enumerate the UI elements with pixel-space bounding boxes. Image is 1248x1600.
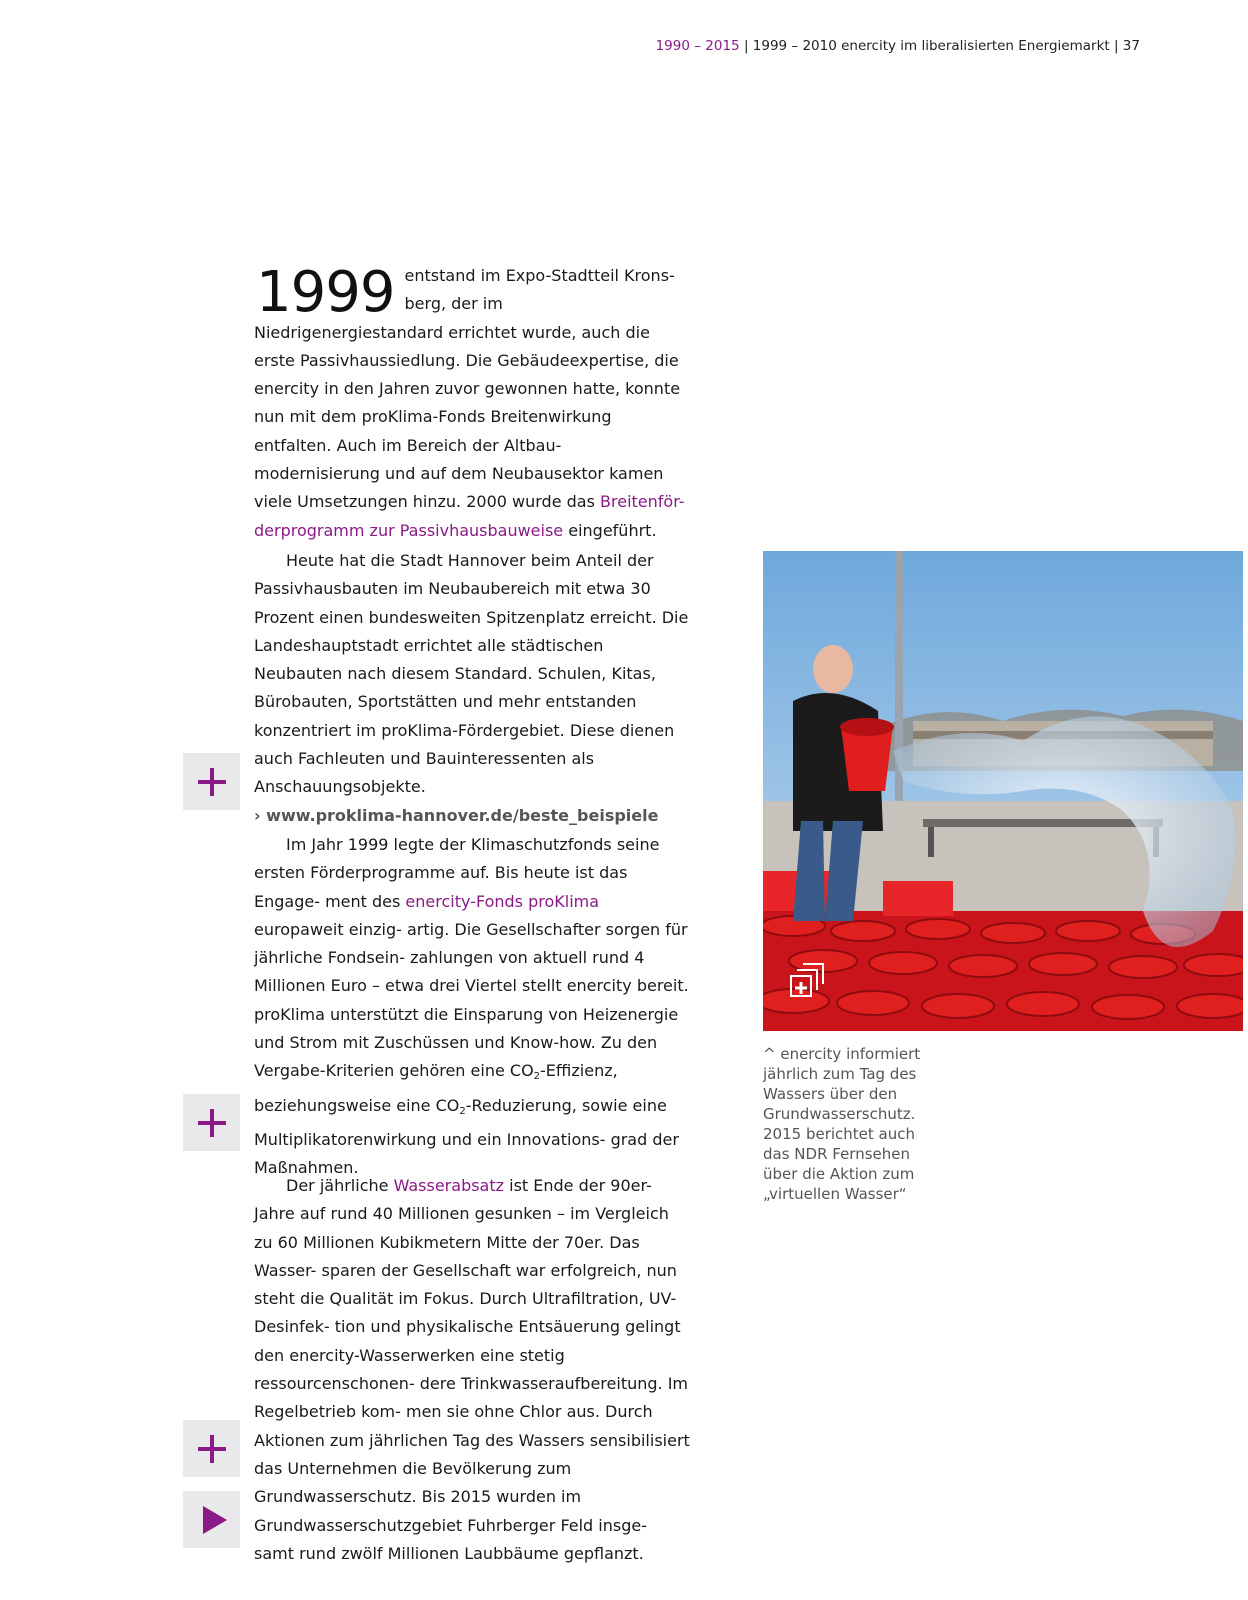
header-range: 1990 – 2015 bbox=[655, 38, 740, 54]
header-section: | 1999 – 2010 enercity im liberalisierten Energiemarkt | 37 bbox=[743, 38, 1140, 54]
paragraph-1 bbox=[254, 262, 692, 545]
plus-icon bbox=[198, 1109, 226, 1137]
para3-text-c: -Effizienz, beziehungsweise eine CO bbox=[254, 1061, 618, 1115]
paragraph-2 bbox=[254, 547, 692, 830]
para3-text-b: europaweit einzig- artig. Die Gesellschafter sorgen für jährliche Fondsein- zahlungen von aktuell rund 4 Millionen Euro – etwa drei Viertel stellt enercity bereit. proKlima unterstützt die Einsparung von Heizenergie und Strom mit Zuschüssen und Know-how. Zu den Vergabe-Kriterien gehören eine CO bbox=[254, 919, 689, 1081]
passivhaus-program-link[interactable]: Breitenför- derprogramm zur Passivhausbauweise bbox=[254, 492, 685, 540]
proklima-fonds-link[interactable]: enercity-Fonds proKlima bbox=[405, 891, 600, 911]
paragraph-4 bbox=[254, 1172, 692, 1568]
photo-caption: ^ enercity informiert jährlich zum Tag des Wassers über den Grundwasserschutz. 2015 berichtet auch das NDR Fernsehen über die Aktion zum „virtuellen Wasser“ bbox=[763, 1045, 921, 1203]
para3-text-d: -Reduzierung, sowie eine Multiplikatorenwirkung und ein Innovations- grad der Maßnahmen. bbox=[254, 1095, 679, 1178]
paragraph-3 bbox=[254, 831, 692, 1183]
subscript-2: 2 bbox=[533, 1071, 541, 1083]
play-video-button[interactable] bbox=[183, 1491, 240, 1548]
expand-button[interactable] bbox=[183, 1420, 240, 1477]
para4-text-b: ist Ende der 90er-Jahre auf rund 40 Millionen gesunken – im Vergleich zu 60 Millionen Kubikmetern Mitte der 70er. Das Wasser- sparen der Gesellschaft war erfolgreich, nun steht die Qualität im Fokus. Durch Ultrafiltration, UV-Desinfek- tion und physikalische Entsäuerung gelingt den enercity-Wasserwerken eine stetig ressourcenschonen- dere Trinkwasseraufbereitung. Im Regelbetrieb kom- men sie ohne Chlor aus. Durch Aktionen zum jährlichen Tag des Wassers sensibilisiert das Unternehmen die Bevölkerung zum Grundwasserschutz. Bis 2015 wurden im Grundwasserschutzgebiet Fuhrberger Feld insge- samt rund zwölf Millionen Laubbäume gepflanzt. bbox=[254, 1176, 690, 1563]
para1-text-a: entstand im Expo-Stadtteil Krons- berg, der im Niedrigenergiestandard errichtet wurde, auch die erste Passivhaussiedlung. Die Gebäudeexpertise, die enercity in den Jahren zuvor gewonnen hatte, konnte nun mit dem proKlima-Fonds Breitenwirkung entfalten. Auch im Bereich der Altbau- modernisierung und auf dem Neubausektor kamen viele Umsetzungen hinzu. 2000 wurde das bbox=[254, 266, 681, 512]
para2-text: Heute hat die Stadt Hannover beim Anteil der Passivhausbauten im Neubaubereich mit etwa 30 Prozent einen bundesweiten Spitzenplatz erreicht. Die Landeshauptstadt errichtet alle städtischen Neubauten nach diesem Standard. Schulen, Kitas, Bürobauten, Sportstätten und mehr entstanden konzentriert im proKlima-Fördergebiet. Diese dienen auch Fachleuten und Bauinteressenten als Anschauungsobjekte. bbox=[254, 551, 689, 797]
expand-button[interactable] bbox=[183, 753, 240, 810]
drop-cap-year: 1999 bbox=[256, 260, 395, 325]
expand-button[interactable] bbox=[183, 1094, 240, 1151]
plus-icon bbox=[198, 1435, 226, 1463]
para3-text-a: Im Jahr 1999 legte der Klimaschutzfonds seine ersten Förderprogramme auf. Bis heute ist das Engage- ment des bbox=[254, 835, 660, 911]
wasserabsatz-link[interactable]: Wasserabsatz bbox=[393, 1176, 505, 1195]
water-day-photo[interactable] bbox=[763, 551, 1243, 1031]
para4-text-a: Der jährliche bbox=[286, 1176, 394, 1195]
proklima-web-link[interactable]: › www.proklima-hannover.de/beste_beispiele bbox=[254, 805, 659, 825]
play-icon bbox=[203, 1506, 227, 1534]
subscript-2: 2 bbox=[459, 1105, 466, 1117]
para1-text-b: eingeführt. bbox=[563, 520, 657, 540]
page-header bbox=[656, 38, 1140, 54]
plus-icon bbox=[198, 768, 226, 796]
photo-illustration bbox=[763, 551, 1243, 1031]
